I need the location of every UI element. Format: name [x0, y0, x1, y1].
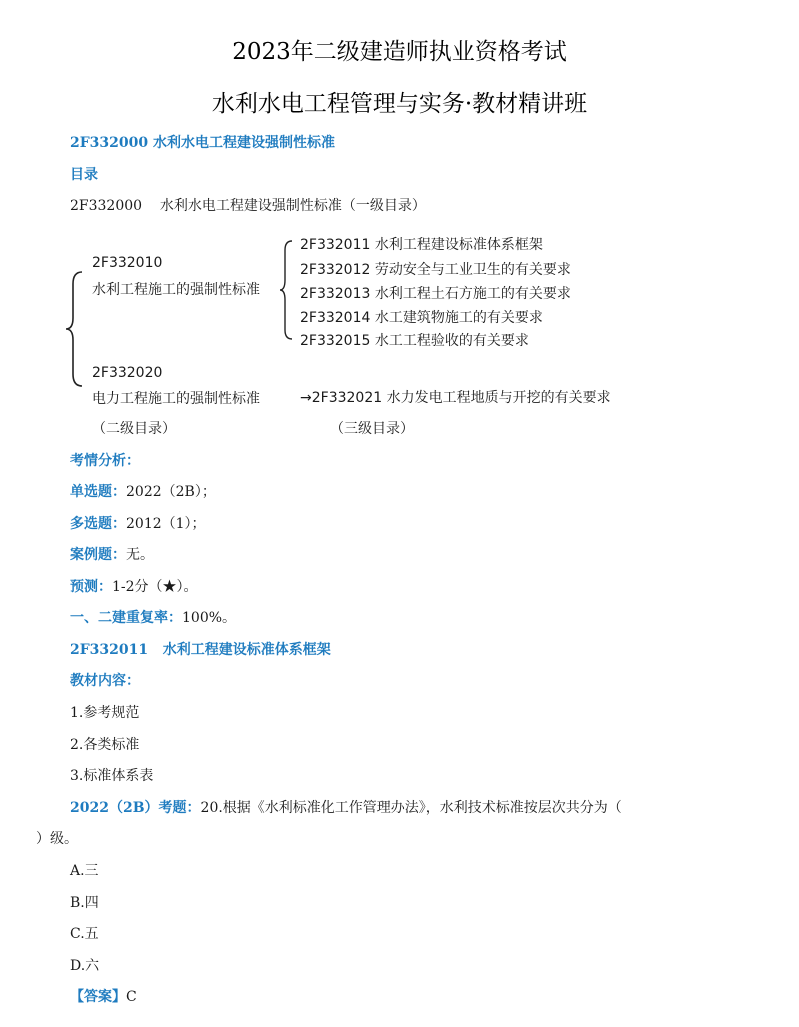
group2-name: 电力工程施工的强制性标准 [92, 391, 260, 407]
option-a: A.三 [70, 863, 99, 879]
question-line2: ）级。 [36, 831, 78, 847]
toc-level1: 2F332000 水利水电工程建设强制性标准（一级目录） [70, 198, 426, 214]
group2-code: 2F332020 [92, 365, 163, 381]
multi-label: 多选题： [70, 516, 126, 532]
option-c: C.五 [70, 926, 99, 942]
section-code-title: 2F332000 水利水电工程建设强制性标准 [70, 135, 336, 151]
case-value: 无。 [126, 547, 154, 563]
repeat-label: 一、二建重复率： [70, 610, 182, 626]
option-b: B.四 [70, 895, 99, 911]
page-title-line2: 水利水电工程管理与实务·教材精讲班 [211, 91, 588, 117]
single-label: 单选题： [70, 484, 126, 500]
group1-item: 2F332013 水利工程土石方施工的有关要求 [300, 286, 571, 302]
level3-label: （三级目录） [330, 421, 414, 437]
single-value: 2022（2B）； [126, 484, 216, 500]
group1-item: 2F332015 水工工程验收的有关要求 [300, 333, 529, 349]
level2-label: （二级目录） [92, 421, 176, 437]
page-title-line1: 2023年二级建造师执业资格考试 [232, 39, 567, 65]
outer-brace-icon [64, 270, 84, 388]
analysis-single [70, 481, 216, 501]
case-label: 案例题： [70, 547, 126, 563]
toc-label: 目录 [70, 167, 98, 183]
topic-title: 2F332011 水利工程建设标准体系框架 [70, 642, 331, 658]
question-label: 2022（2B）考题： [70, 800, 201, 816]
repeat-value: 100%。 [182, 610, 237, 626]
group1-item: 2F332014 水工建筑物施工的有关要求 [300, 310, 543, 326]
group2-item: →2F332021 水力发电工程地质与开挖的有关要求 [300, 390, 611, 406]
question-text: 20.根据《水利标准化工作管理办法》，水利技术标准按层次共分为（ [200, 800, 622, 816]
option-d: D.六 [70, 958, 100, 974]
question-line1 [70, 797, 622, 817]
analysis-predict [70, 576, 198, 596]
group1-item: 2F332011 水利工程建设标准体系框架 [300, 237, 543, 253]
answer-label: 【答案】 [70, 989, 126, 1005]
group1-name: 水利工程施工的强制性标准 [92, 282, 260, 298]
inner-brace-icon [279, 240, 293, 340]
multi-value: 2012（1）； [126, 516, 206, 532]
analysis-heading: 考情分析： [70, 453, 140, 469]
group1-code: 2F332010 [92, 255, 163, 271]
answer-value: C [126, 989, 137, 1005]
content-label: 教材内容： [70, 673, 140, 689]
analysis-repeat [70, 607, 236, 627]
predict-value: 1-2分（★）。 [112, 579, 198, 595]
analysis-multi [70, 513, 206, 533]
content-item: 3.标准体系表 [70, 768, 154, 784]
group1-item: 2F332012 劳动安全与工业卫生的有关要求 [300, 262, 571, 278]
content-item: 1.参考规范 [70, 705, 140, 721]
analysis-case [70, 544, 154, 564]
content-item: 2.各类标准 [70, 737, 140, 753]
predict-label: 预测： [70, 579, 112, 595]
answer-line [70, 986, 137, 1006]
